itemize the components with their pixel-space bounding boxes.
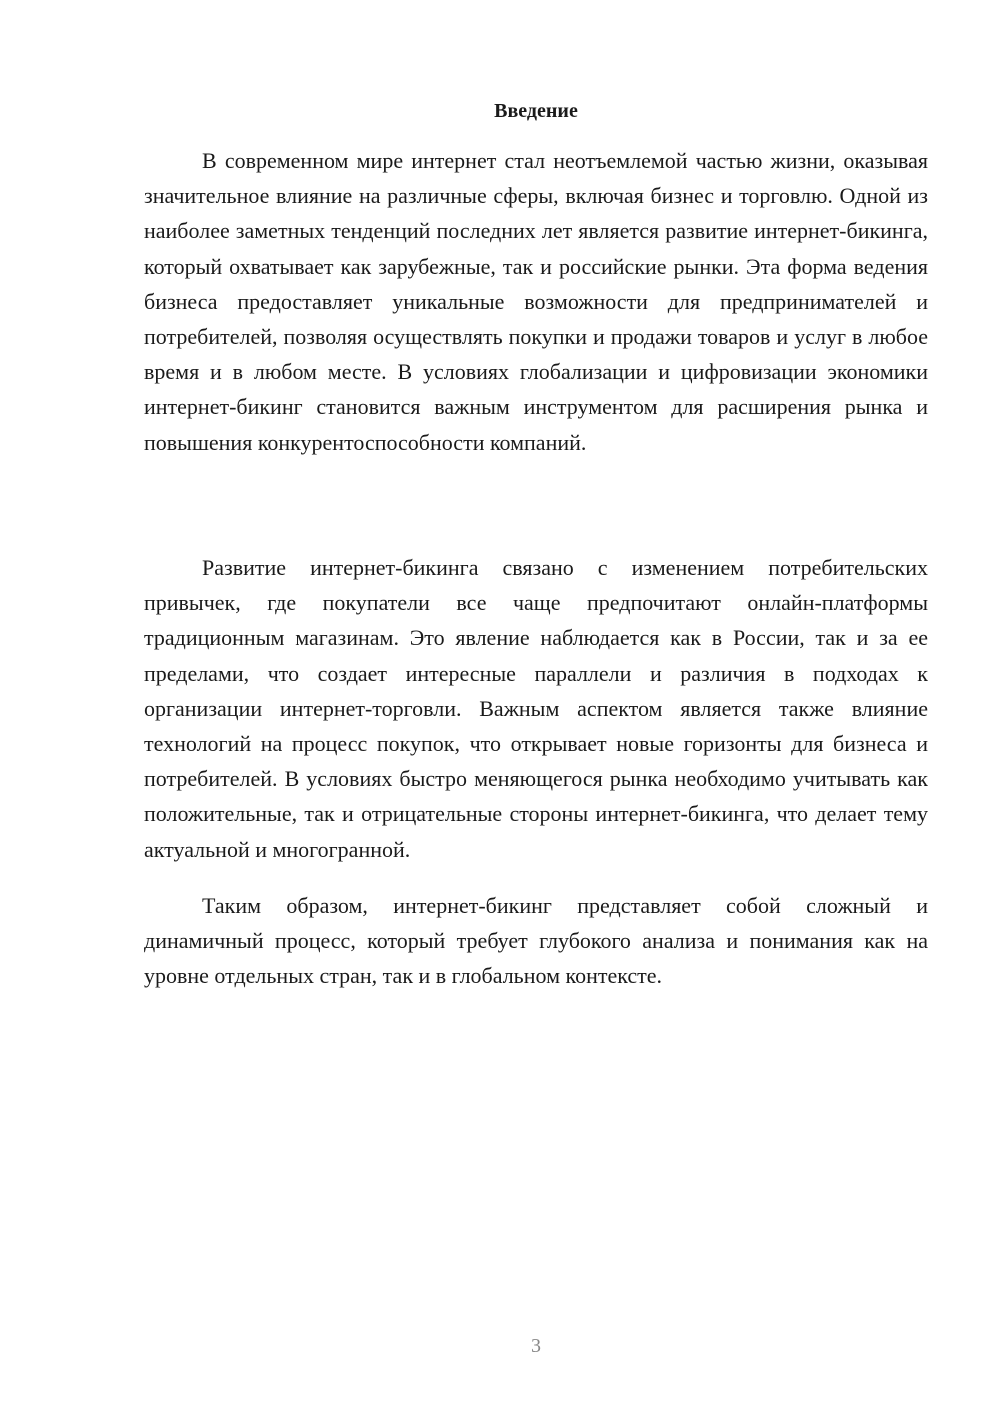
paragraph-3: Таким образом, интернет-бикинг представляет собой сложный и динамичный процесс, который требует глубокого анализа и понимания как на уровне отдельных стран, так и в глобальном контексте. bbox=[144, 893, 928, 989]
section-heading: Введение bbox=[494, 100, 578, 122]
paragraph-2: Развитие интернет-бикинга связано с изменением потребительских привычек, где покупатели все чаще предпочитают онлайн-платформы традиционным магазинам. Это явление наблюдается как в России, так и за ее пределами, что создает интересные параллели и различия в подходах к организации интернет-торговли. Важным аспектом является также влияние технологий на процесс покупок, что открывает новые горизонты для бизнеса и потребителей. В условиях быстро меняющегося рынка необходимо учитывать как положительные, так и отрицательные стороны интернет-бикинга, что делает тему актуальной и многогранной. bbox=[144, 555, 928, 862]
page-number: 3 bbox=[531, 1335, 541, 1357]
paragraph-1: В современном мире интернет стал неотъемлемой частью жизни, оказывая значительное влияние на различные сферы, включая бизнес и торговлю. Одной из наиболее заметных тенденций последних лет является развитие интернет-бикинга, который охватывает как зарубежные, так и российские рынки. Эта форма ведения бизнеса предоставляет уникальные возможности для предпринимателей и потребителей, позволяя осуществлять покупки и продажи товаров и услуг в любое время и в любом месте. В условиях глобализации и цифровизации экономики интернет-бикинг становится важным инструментом для расширения рынка и повышения конкурентоспособности компаний. bbox=[144, 148, 928, 455]
